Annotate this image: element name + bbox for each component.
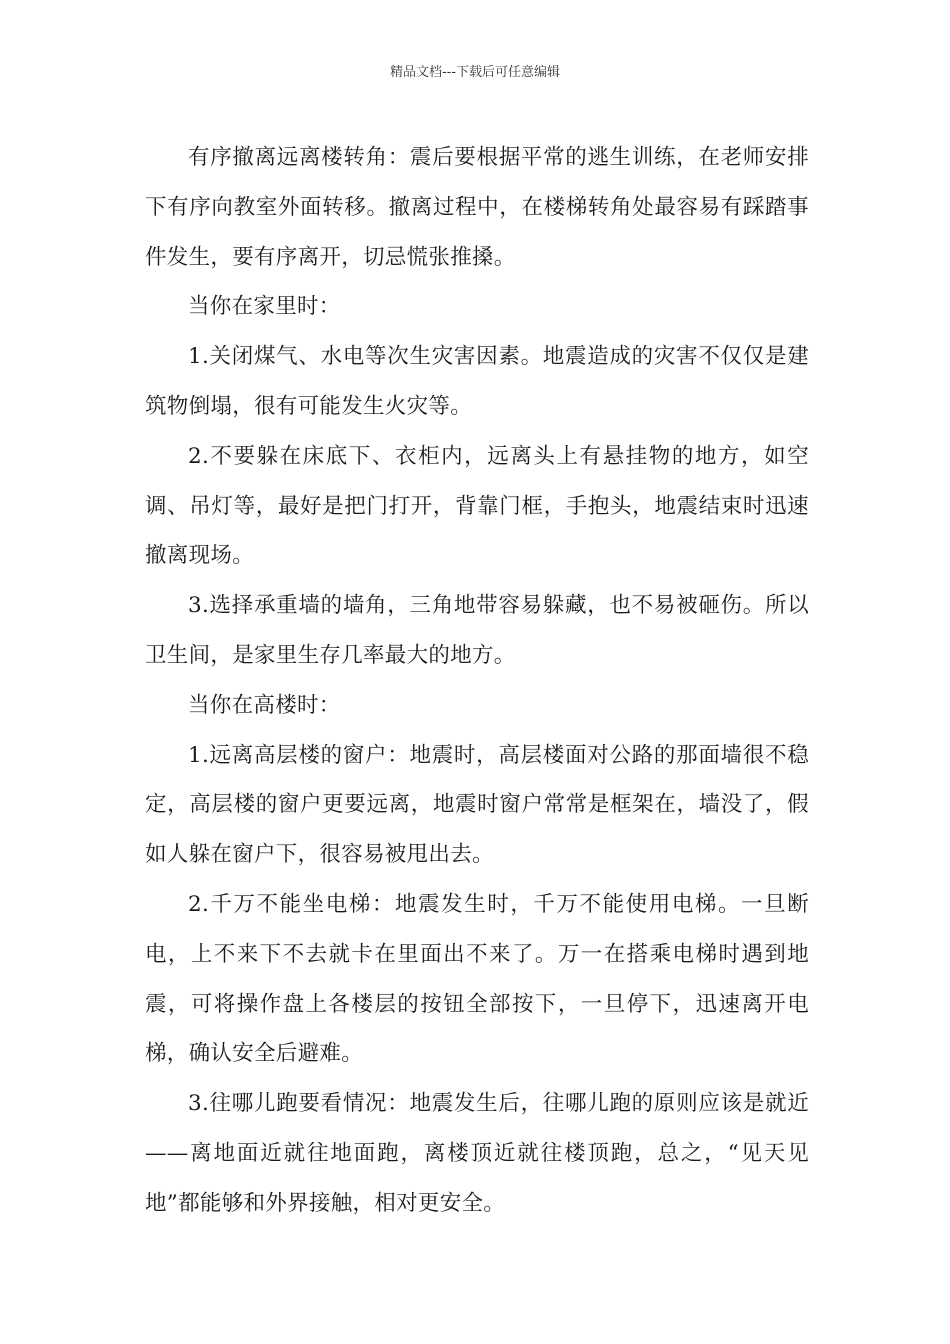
paragraph-high-rise-1: 1.远离高层楼的窗户：地震时，高层楼面对公路的那面墙很不稳定，高层楼的窗户更要远离，地震时窗户常常是框架在，墙没了，假如人躲在窗户下，很容易被甩出去。 [145,742,809,868]
document-body [145,133,809,1229]
section-heading-high-rise: 当你在高楼时： [188,692,341,718]
paragraph-home-3: 3.选择承重墙的墙角，三角地带容易躲藏，也不易被砸伤。所以卫生间，是家里生存几率最大的地方。 [145,593,809,668]
paragraph-high-rise-3: 3.往哪儿跑要看情况：地震发生后，往哪儿跑的原则应该是就近——离地面近就往地面跑，离楼顶近就往楼顶跑，总之，“见天见地”都能够和外界接触，相对更安全。 [145,1091,809,1216]
paragraph-home-1: 1.关闭煤气、水电等次生灾害因素。地震造成的灾害不仅仅是建筑物倒塌，很有可能发生火灾等。 [145,344,809,419]
page-header: 精品文档---下载后可任意编辑 [389,65,561,80]
section-heading-at-home: 当你在家里时： [188,294,341,320]
paragraph-orderly-evacuation: 有序撤离远离楼转角：震后要根据平常的逃生训练，在老师安排下有序向教室外面转移。撤离过程中，在楼梯转角处最容易有踩踏事件发生，要有序离开，切忌慌张推搡。 [145,145,809,270]
paragraph-high-rise-2: 2.千万不能坐电梯：地震发生时，千万不能使用电梯。一旦断电，上不来下不去就卡在里面出不来了。万一在搭乘电梯时遇到地震，可将操作盘上各楼层的按钮全部按下，一旦停下，迅速离开电梯，确认安全后避难。 [145,891,809,1067]
paragraph-home-2: 2.不要躲在床底下、衣柜内，远离头上有悬挂物的地方，如空调、吊灯等，最好是把门打开，背靠门框，手抱头，地震结束时迅速撤离现场。 [145,443,809,569]
